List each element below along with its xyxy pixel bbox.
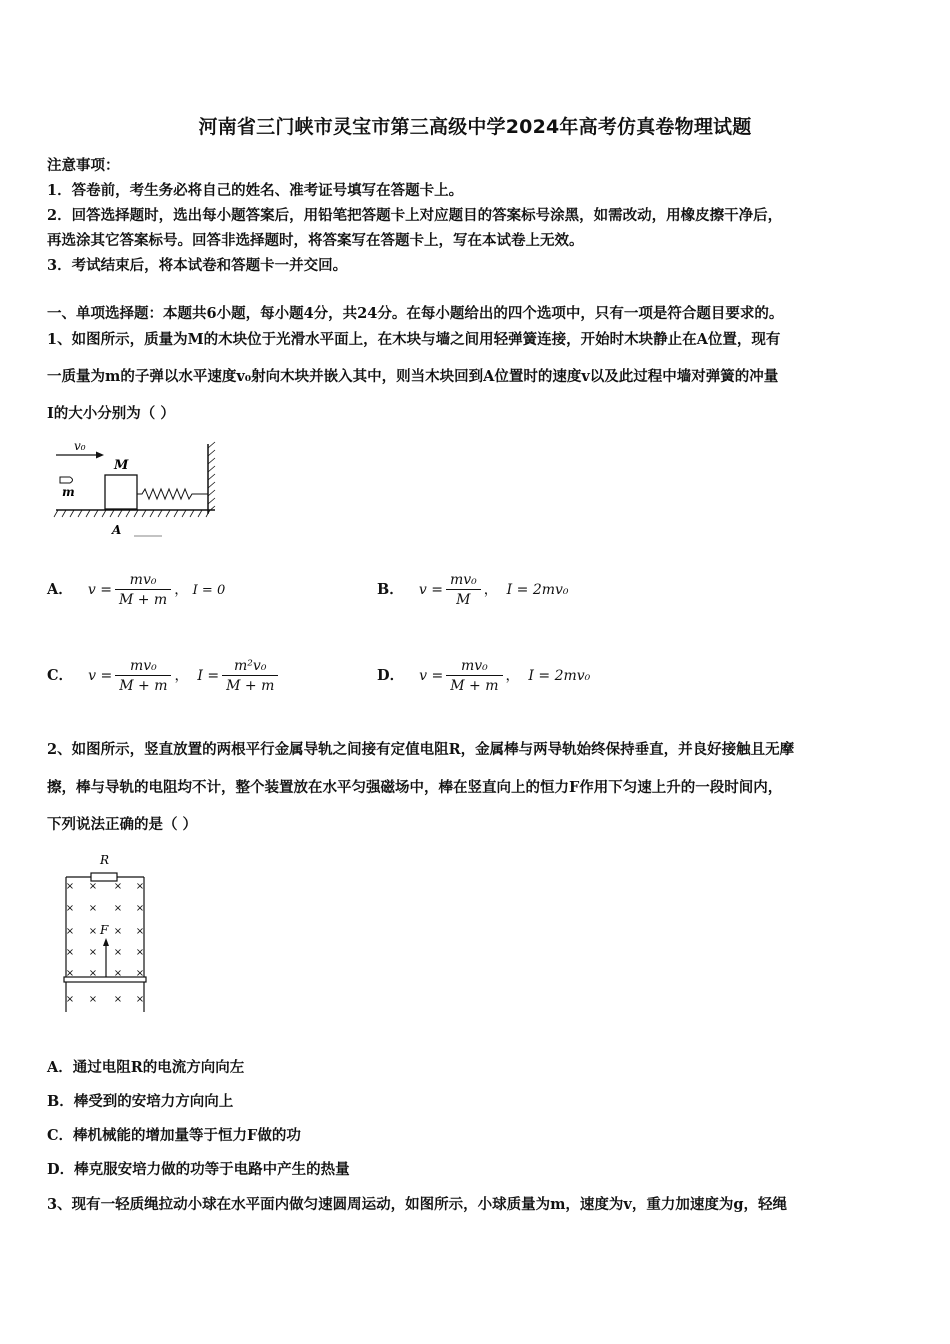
q1-a-v-lhs: v = (87, 582, 112, 598)
q1-c-sep: ， (174, 668, 189, 684)
q1-fig-v0-label: v₀ (74, 439, 86, 453)
svg-text:×: × (113, 881, 123, 892)
q1-d-v-den: M + m (446, 675, 502, 694)
q1-c-v-num: mv₀ (129, 658, 157, 674)
svg-text:×: × (113, 947, 123, 958)
q1-c-I-lhs: I = (197, 668, 220, 684)
q1-d-v-num: mv₀ (460, 658, 488, 674)
svg-text:×: × (88, 881, 98, 892)
section-heading: 一、单项选择题：本题共6小题，每小题4分，共24分。在每小题给出的四个选项中，只有一项是符合题目要求的。 (47, 305, 784, 322)
svg-text:×: × (135, 903, 145, 914)
q2-line-1: 2、如图所示，竖直放置的两根平行金属导轨之间接有定值电阻R，金属棒与两导轨始终保持垂直，并良好接触且无摩 (47, 741, 795, 758)
notice-heading: 注意事项： (47, 157, 120, 174)
q2-fig-F-label: F (100, 923, 109, 937)
q1-c-I-num: m²v₀ (234, 658, 267, 674)
q2-option-a[interactable]: A．通过电阻R的电流方向向左 (47, 1059, 245, 1076)
svg-text:×: × (135, 947, 145, 958)
svg-text:×: × (135, 881, 145, 892)
notice-item-3: 3．考试结束后，将本试卷和答题卡一并交回。 (47, 257, 348, 274)
q1-c-v-lhs: v = (88, 668, 113, 684)
svg-text:×: × (135, 968, 145, 979)
svg-text:×: × (65, 947, 75, 958)
q1-d-I: I = 2mv₀ (528, 668, 591, 684)
svg-text:×: × (88, 968, 98, 979)
q1-b-v-num: mv₀ (449, 572, 477, 588)
q1-option-b[interactable] (377, 572, 569, 608)
q2-line-2: 擦，棒与导轨的电阻均不计，整个装置放在水平匀强磁场中，棒在竖直向上的恒力F作用下匀速上升的一段时间内， (47, 779, 783, 796)
q1-b-I: I = 2mv₀ (506, 582, 569, 598)
q1-b-sep: ， (483, 582, 498, 598)
q1-option-d[interactable] (377, 658, 590, 694)
svg-text:×: × (65, 926, 75, 937)
q1-c-I-den: M + m (222, 675, 278, 694)
q1-c-v-den: M + m (115, 675, 171, 694)
q1-b-v-lhs: v = (418, 582, 443, 598)
svg-text:×: × (65, 881, 75, 892)
q1-option-c-label: C． (47, 667, 74, 684)
q1-line-2: 一质量为m的子弹以水平速度v₀射向木块并嵌入其中，则当木块回到A位置时的速度v以及此过程中墙对弹簧的冲量 (47, 368, 779, 385)
svg-text:×: × (88, 947, 98, 958)
q1-fig-M-label: M (114, 458, 129, 473)
svg-text:×: × (113, 994, 123, 1005)
svg-text:×: × (135, 926, 145, 937)
q1-option-a[interactable] (47, 572, 225, 608)
q3-line-1: 3、现有一轻质绳拉动小球在水平面内做匀速圆周运动，如图所示，小球质量为m，速度为v，重力加速度为g，轻绳 (47, 1196, 787, 1213)
page-title: 河南省三门峡市灵宝市第三高级中学2024年高考仿真卷物理试题 (198, 116, 752, 138)
q2-option-b[interactable]: B．棒受到的安培力方向向上 (47, 1093, 234, 1110)
q1-a-v-den: M + m (115, 589, 171, 608)
q1-b-v-den: M (446, 589, 481, 608)
svg-text:×: × (88, 994, 98, 1005)
notice-item-1: 1．答卷前，考生务必将自己的姓名、准考证号填写在答题卡上。 (47, 182, 464, 199)
svg-text:×: × (88, 903, 98, 914)
notice-item-2: 2．回答选择题时，选出每小题答案后，用铅笔把答题卡上对应题目的答案标号涂黑，如需改动，用橡皮擦干净后， (47, 207, 783, 224)
q1-d-v-lhs: v = (419, 668, 444, 684)
q1-option-a-label: A． (47, 581, 73, 598)
svg-text:×: × (65, 968, 75, 979)
q1-a-sep: ， (174, 582, 189, 598)
q1-a-I: I = 0 (192, 583, 226, 598)
svg-text:×: × (65, 994, 75, 1005)
q2-option-c[interactable]: C．棒机械能的增加量等于恒力F做的功 (47, 1127, 301, 1144)
q1-d-sep: ， (505, 668, 520, 684)
q1-option-b-label: B． (377, 581, 404, 598)
q2-option-d[interactable]: D．棒克服安培力做的功等于电路中产生的热量 (47, 1161, 350, 1178)
q1-fig-A-label: A (112, 523, 122, 537)
q2-line-3: 下列说法正确的是（ ） (47, 816, 198, 833)
q1-option-c[interactable] (47, 658, 281, 694)
notice-item-2-cont: 再选涂其它答案标号。回答非选择题时，将答案写在答题卡上，写在本试卷上无效。 (47, 232, 584, 249)
svg-text:×: × (135, 994, 145, 1005)
q2-fig-R-label: R (100, 853, 110, 867)
svg-text:×: × (113, 926, 123, 937)
q1-figure (50, 440, 225, 540)
svg-text:×: × (113, 968, 123, 979)
q1-fig-m-label: m (62, 485, 75, 499)
q1-option-d-label: D． (377, 667, 405, 684)
svg-text:×: × (113, 903, 123, 914)
q1-a-v-num: mv₀ (129, 572, 157, 588)
q2-figure (58, 850, 153, 1020)
q1-line-1: 1、如图所示，质量为M的木块位于光滑水平面上，在木块与墙之间用轻弹簧连接，开始时木块静止在A位置，现有 (47, 331, 781, 348)
svg-text:×: × (65, 903, 75, 914)
q1-line-3: I的大小分别为（ ） (47, 405, 175, 422)
svg-text:×: × (88, 926, 98, 937)
